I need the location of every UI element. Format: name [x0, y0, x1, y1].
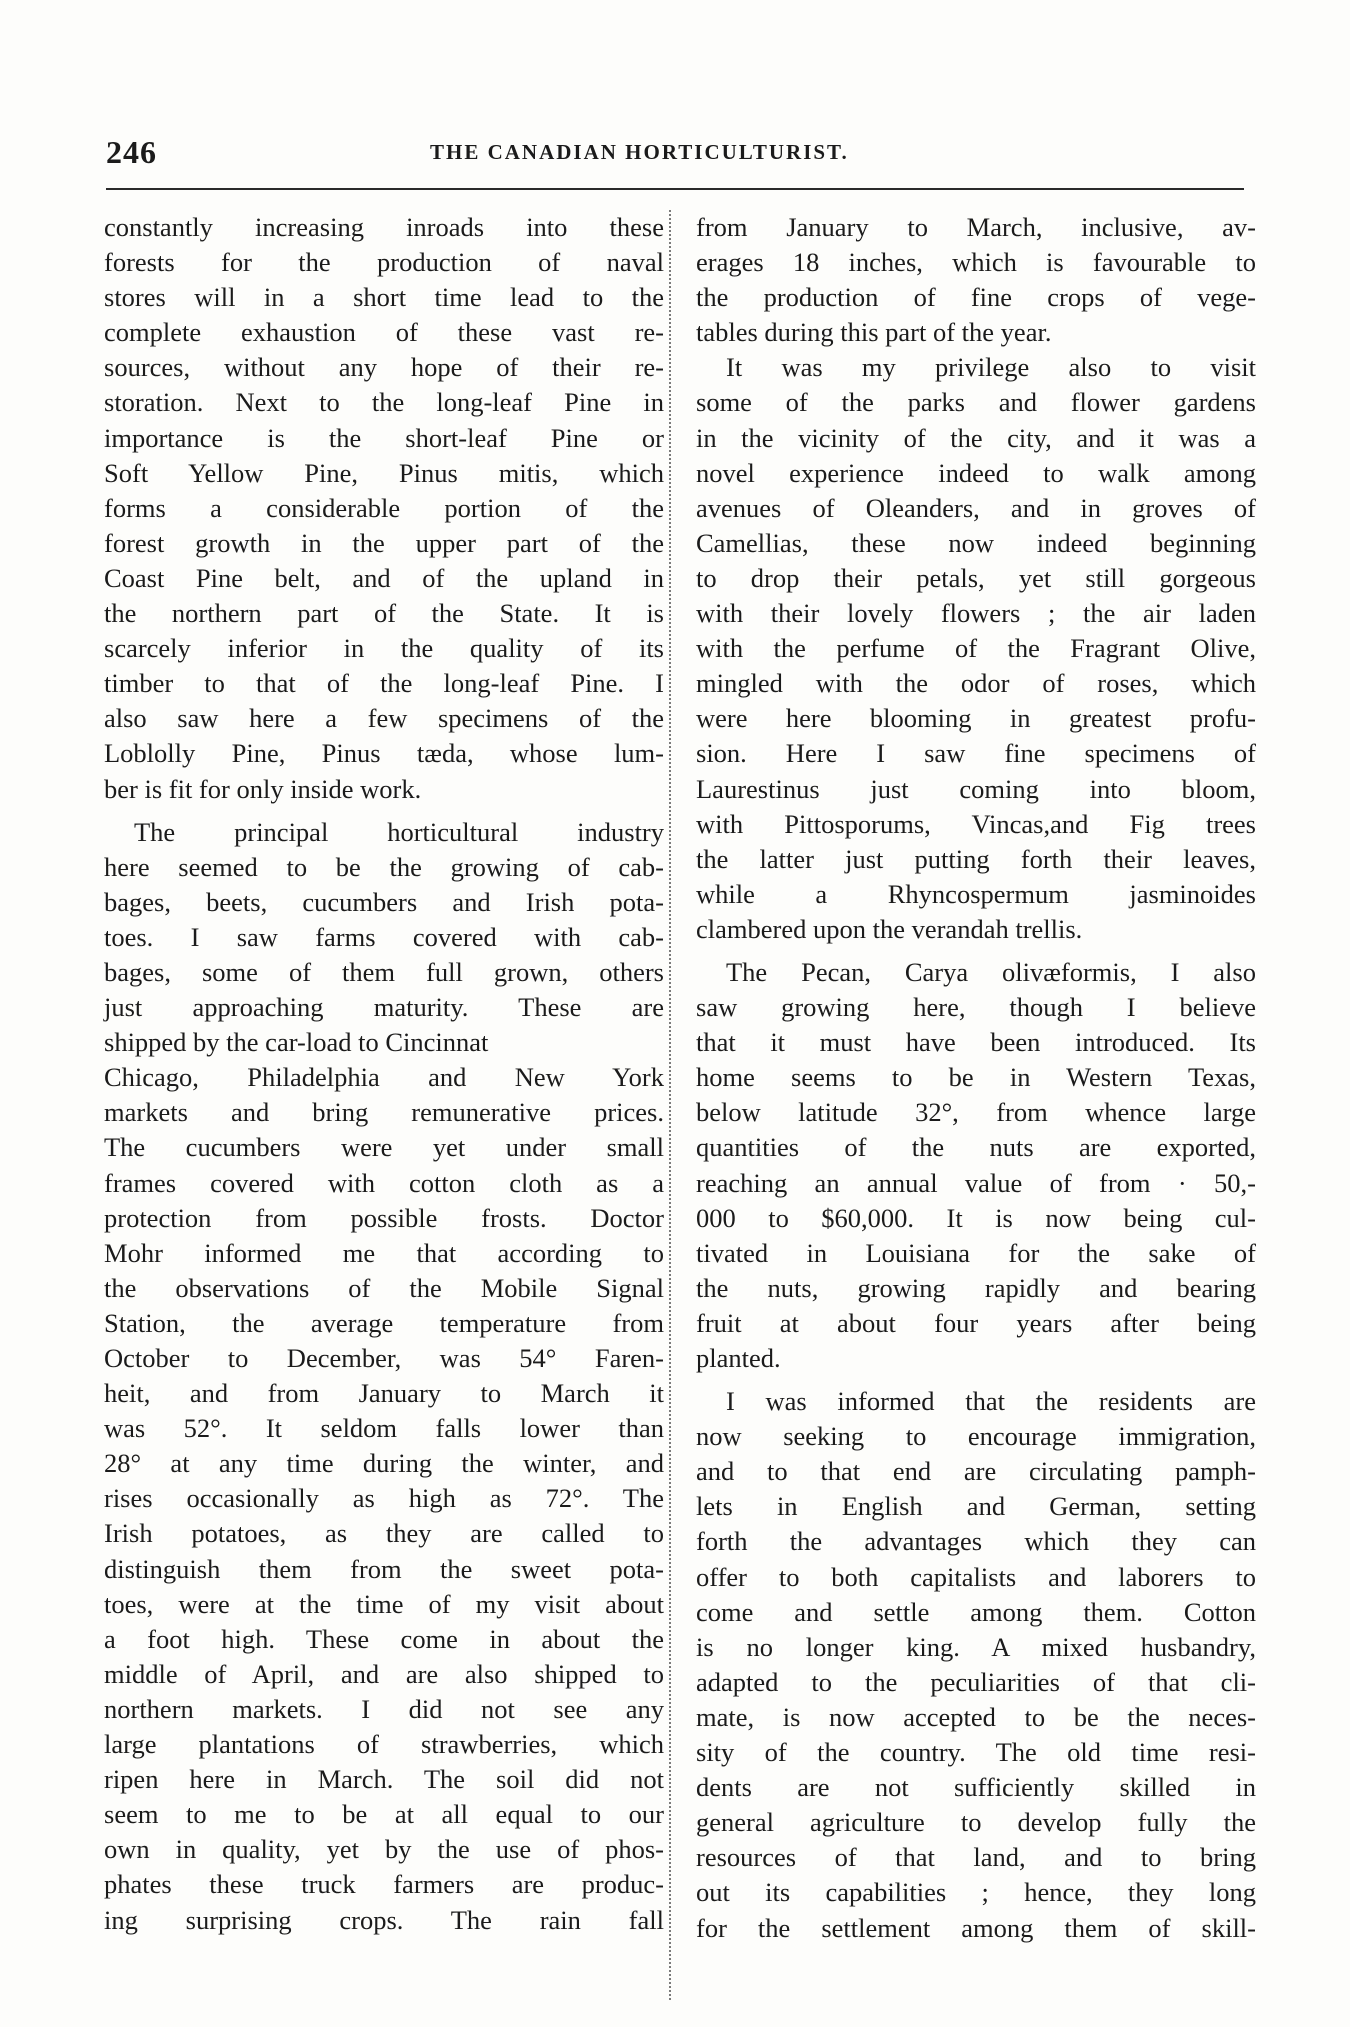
- text-line: that it must have been introduced. Its: [696, 1027, 1256, 1058]
- text-line: planted.: [696, 1343, 781, 1373]
- text-line: large plantations of strawberries, which: [104, 1729, 664, 1760]
- text-line: was 52°. It seldom falls lower than: [104, 1413, 664, 1444]
- text-line: I was informed that the residents are: [726, 1386, 1256, 1417]
- text-line: were here blooming in greatest profu-: [696, 703, 1256, 734]
- text-line: Camellias, these now indeed beginning: [696, 527, 1256, 558]
- text-line: saw growing here, though I believe: [696, 992, 1256, 1023]
- text-line: also saw here a few specimens of the: [104, 703, 664, 734]
- text-line: clambered upon the verandah trellis.: [696, 913, 1083, 944]
- text-line: with their lovely flowers ; the air laden: [696, 598, 1256, 629]
- text-line: offer to both capitalists and laborers to: [696, 1561, 1256, 1592]
- text-line: storation. Next to the long-leaf Pine in: [104, 387, 664, 418]
- text-line: mate, is now accepted to be the neces-: [696, 1701, 1256, 1732]
- text-line: from January to March, inclusive, av-: [696, 212, 1256, 242]
- text-line: general agriculture to develop fully the: [696, 1807, 1256, 1838]
- text-line: the observations of the Mobile Signal: [104, 1272, 664, 1303]
- text-line: importance is the short-leaf Pine or: [104, 422, 664, 453]
- text-line: 000 to $60,000. It is now being cul-: [696, 1202, 1256, 1233]
- text-line: novel experience indeed to walk among: [696, 457, 1256, 488]
- text-line: below latitude 32°, from whence large: [696, 1097, 1256, 1128]
- text-line: sources, without any hope of their re-: [104, 352, 664, 383]
- text-line: sity of the country. The old time resi-: [696, 1737, 1256, 1768]
- text-line: Irish potatoes, as they are called to: [104, 1518, 664, 1549]
- text-line: middle of April, and are also shipped to: [104, 1658, 664, 1689]
- text-line: with Pittosporums, Vincas,and Fig trees: [696, 808, 1256, 839]
- text-line: quantities of the nuts are exported,: [696, 1132, 1256, 1163]
- text-line: Soft Yellow Pine, Pinus mitis, which: [104, 457, 664, 488]
- text-line: toes, were at the time of my visit about: [104, 1588, 664, 1619]
- text-line: shipped by the car-load to Cincinnat: [104, 1027, 489, 1058]
- text-line: It was my privilege also to visit: [726, 352, 1256, 383]
- text-line: phates these truck farmers are produc-: [104, 1869, 664, 1900]
- text-line: some of the parks and flower gardens: [696, 387, 1256, 418]
- text-line: Station, the average temperature from: [104, 1307, 664, 1338]
- text-line: stores will in a short time lead to the: [104, 282, 664, 313]
- text-line: Coast Pine belt, and of the upland in: [104, 562, 664, 593]
- text-line: scarcely inferior in the quality of its: [104, 633, 664, 664]
- text-line: 28° at any time during the winter, and: [104, 1448, 664, 1479]
- text-line: lets in English and German, setting: [696, 1491, 1256, 1522]
- text-line: toes. I saw farms covered with cab-: [104, 921, 664, 952]
- text-line: home seems to be in Western Texas,: [696, 1062, 1256, 1093]
- right-text-column: [696, 210, 1256, 1946]
- page-number: 246: [106, 134, 157, 170]
- text-line: The principal horticultural industry: [134, 816, 664, 847]
- text-line: while a Rhyncospermum jasminoides: [696, 878, 1256, 909]
- text-line: The cucumbers were yet under small: [104, 1132, 664, 1163]
- text-line: tivated in Louisiana for the sake of: [696, 1237, 1256, 1268]
- text-line: to drop their petals, yet still gorgeous: [696, 562, 1256, 593]
- header-rule: [106, 188, 1244, 190]
- text-line: forests for the production of naval: [104, 247, 664, 278]
- text-line: markets and bring remunerative prices.: [104, 1097, 664, 1128]
- text-line: the northern part of the State. It is: [104, 598, 664, 629]
- text-line: the production of fine crops of vege-: [696, 282, 1256, 313]
- text-line: heit, and from January to March it: [104, 1378, 664, 1409]
- text-line: fruit at about four years after being: [696, 1307, 1256, 1338]
- text-line: the nuts, growing rapidly and bearing: [696, 1272, 1256, 1303]
- text-line: northern markets. I did not see any: [104, 1693, 664, 1724]
- text-line: complete exhaustion of these vast re-: [104, 317, 664, 348]
- text-line: come and settle among them. Cotton: [696, 1596, 1256, 1627]
- text-line: erages 18 inches, which is favourable to: [696, 247, 1256, 278]
- text-line: just approaching maturity. These are: [104, 992, 664, 1023]
- text-line: here seemed to be the growing of cab-: [104, 851, 664, 882]
- text-line: with the perfume of the Fragrant Olive,: [696, 633, 1256, 664]
- text-line: Laurestinus just coming into bloom,: [696, 773, 1256, 804]
- text-line: in the vicinity of the city, and it was a: [696, 422, 1256, 453]
- text-line: October to December, was 54° Faren-: [104, 1343, 664, 1373]
- text-line: avenues of Oleanders, and in groves of: [696, 492, 1256, 523]
- text-line: timber to that of the long-leaf Pine. I: [104, 668, 664, 699]
- text-line: ripen here in March. The soil did not: [104, 1764, 664, 1795]
- paragraph-gap: [104, 807, 664, 815]
- left-text-column: [104, 210, 664, 1938]
- text-line: ber is fit for only inside work.: [104, 773, 422, 804]
- text-line: constantly increasing inroads into these: [104, 212, 664, 242]
- text-line: ing surprising crops. The rain fall: [104, 1904, 664, 1935]
- text-line: Loblolly Pine, Pinus tæda, whose lum-: [104, 738, 664, 769]
- text-line: frames covered with cotton cloth as a: [104, 1167, 664, 1198]
- running-head: THE CANADIAN HORTICULTURIST.: [430, 140, 849, 164]
- text-line: forest growth in the upper part of the: [104, 527, 664, 558]
- text-line: Mohr informed me that according to: [104, 1237, 664, 1268]
- text-line: adapted to the peculiarities of that cli-: [696, 1666, 1256, 1697]
- column-divider: [669, 210, 671, 2000]
- text-line: is no longer king. A mixed husbandry,: [696, 1631, 1256, 1662]
- text-line: the latter just putting forth their leaves,: [696, 843, 1256, 874]
- text-line: rises occasionally as high as 72°. The: [104, 1483, 664, 1514]
- text-line: The Pecan, Carya olivæformis, I also: [726, 956, 1256, 987]
- text-line: tables during this part of the year.: [696, 317, 1052, 348]
- text-line: forms a considerable portion of the: [104, 492, 664, 523]
- text-line: forth the advantages which they can: [696, 1526, 1256, 1557]
- text-line: Chicago, Philadelphia and New York: [104, 1062, 664, 1093]
- text-line: resources of that land, and to bring: [696, 1842, 1256, 1873]
- text-line: reaching an annual value of from · 50,-: [696, 1167, 1256, 1198]
- text-line: protection from possible frosts. Doctor: [104, 1202, 664, 1233]
- text-line: seem to me to be at all equal to our: [104, 1799, 664, 1830]
- text-line: out its capabilities ; hence, they long: [696, 1877, 1256, 1908]
- text-line: mingled with the odor of roses, which: [696, 668, 1256, 699]
- text-line: bages, some of them full grown, others: [104, 956, 664, 987]
- text-line: for the settlement among them of skill-: [696, 1912, 1256, 1943]
- text-line: sion. Here I saw fine specimens of: [696, 738, 1256, 769]
- paragraph-gap: [696, 1376, 1256, 1384]
- text-line: bages, beets, cucumbers and Irish pota-: [104, 886, 664, 917]
- text-line: now seeking to encourage immigration,: [696, 1421, 1256, 1452]
- text-line: own in quality, yet by the use of phos-: [104, 1834, 664, 1865]
- text-line: and to that end are circulating pamph-: [696, 1456, 1256, 1487]
- text-line: a foot high. These come in about the: [104, 1623, 664, 1654]
- paragraph-gap: [696, 947, 1256, 955]
- text-line: distinguish them from the sweet pota-: [104, 1553, 664, 1584]
- text-line: dents are not sufficiently skilled in: [696, 1772, 1256, 1803]
